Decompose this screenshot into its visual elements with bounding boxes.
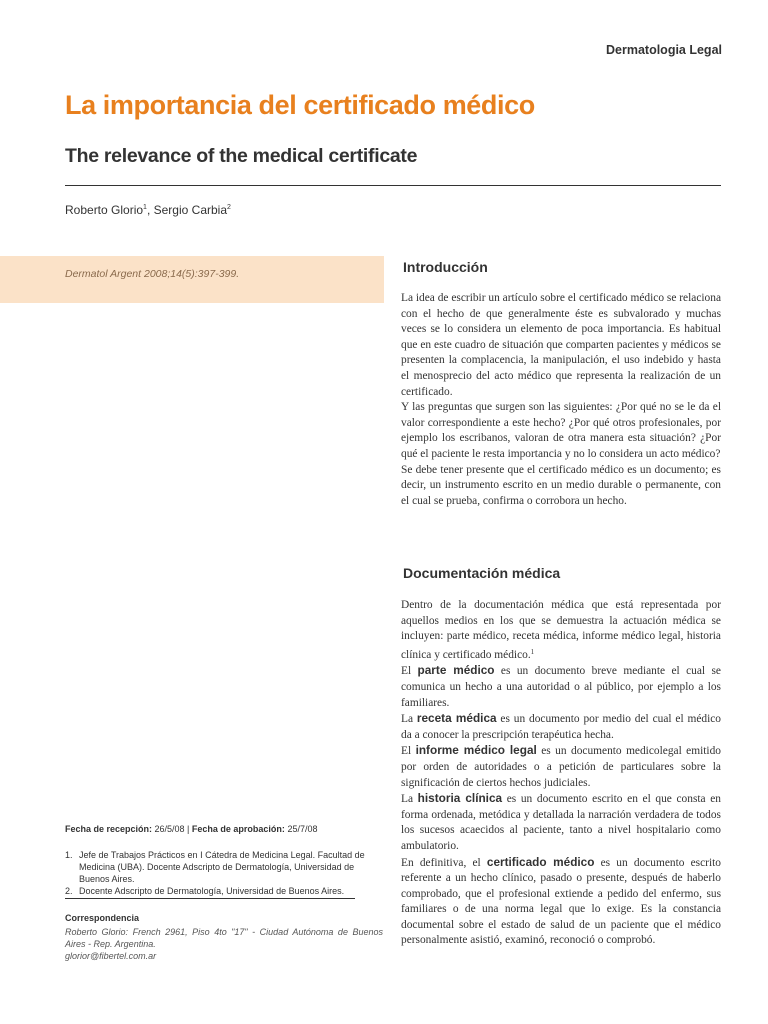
section-heading-introduccion: Introducción	[403, 259, 488, 275]
paragraph-text: El	[401, 745, 416, 758]
paragraph: La idea de escribir un artículo sobre el certificado médico se relaciona con el hecho de que generalmente éste es subvalorado y muchas veces se lo considera un elemento de poca importancia. Es habitual que en este cuadro de situación que comparten pacientes y médicos se presenten la complacencia, la manipulación, el uso indebido y hasta el menosprecio del acto médico que representa la realización de un certificado.	[401, 292, 721, 398]
approved-date: 25/7/08	[284, 824, 318, 834]
author-name: Sergio Carbia	[153, 203, 227, 217]
paragraph-text: es un documento escrito referente a un hecho clínico, pasado o presente, después de haberlo comprobado, que el profesional extiende a pedido del enfermo, sus familiares o de una norma legal que lo exige. Es la constancia documental sobre el estado de salud de un paciente que el médico personalmente asistió, examinó, reconoció o comprobó.	[401, 856, 721, 947]
section-heading-documentacion: Documentación médica	[403, 565, 561, 581]
paragraph	[401, 663, 721, 711]
notes-divider	[65, 898, 355, 899]
paragraph	[401, 791, 721, 854]
paragraph-text: es un documento medicolegal emitido por orden de autoridades o a petición de particulares sobre la significación de ciertos hechos judiciales.	[401, 745, 721, 789]
term-informe-medico-legal: informe médico legal	[415, 743, 537, 758]
note-text: Jefe de Trabajos Prácticos en I Cátedra de Medicina Legal. Facultad de Medicina (UBA). Docente Adscripto de Dermatología, Universidad de Buenos Aires.	[79, 850, 365, 884]
paragraph	[401, 711, 721, 743]
citation-box	[0, 256, 384, 303]
approved-label: Fecha de aprobación:	[191, 824, 285, 834]
author-line	[65, 203, 231, 217]
paragraph-text: es un documento por medio del cual el médico da a conocer la prescripción terapéutica hecha.	[401, 713, 721, 741]
affiliation-notes	[65, 849, 365, 897]
note-number: 2.	[65, 886, 73, 896]
author-name: Roberto Glorio	[65, 203, 144, 217]
article-subtitle: The relevance of the medical certificate	[65, 145, 418, 167]
citation-text: Dermatol Argent 2008;14(5):397-399.	[65, 268, 240, 280]
paragraph-text: es un documento escrito en el que consta en forma ordenada, metódica y detallada la narración verdadera de todos los sucesos acaecidos al paciente, tanto a nivel hospitalario como ambulatorio.	[401, 793, 721, 852]
affiliation-note	[65, 885, 365, 897]
paragraph-text: El	[401, 665, 418, 678]
author-separator: ,	[146, 203, 154, 217]
paragraph: Se debe tener presente que el certificado médico es un documento; es decir, un instrumento escrito en un medio durable o permanente, con el cual se prueba, confirma o corrobora un hecho.	[401, 463, 721, 507]
running-head: Dermatologia Legal	[606, 43, 722, 57]
received-label: Fecha de recepción:	[65, 824, 153, 834]
paragraph-text: es un documento breve mediante el cual se comunica un hecho a una autoridad o al público, por ejemplo a los familiares.	[401, 665, 721, 709]
paragraph-text: En definitiva, el	[401, 856, 487, 869]
paragraph-text: Dentro de la documentación médica que está representada por aquellos medios en los que se demuestra la actuación médica se incluyen: parte médico, receta médica, informe médico legal, historia clínica y certificado médico.	[401, 599, 721, 661]
reference-mark: 1	[530, 647, 535, 656]
paragraph	[401, 743, 721, 791]
paragraph: Y las preguntas que surgen son las siguientes: ¿Por qué no se le da el valor correspondiente a este hecho? ¿Por qué otros profesionales, por ejemplo los escribanos, valoran de otra manera esta situación? ¿Por qué el paciente le resta importancia y no lo considera un acto médico?	[401, 401, 721, 460]
submission-dates	[65, 824, 317, 834]
received-date: 26/5/08 |	[152, 824, 192, 834]
documentacion-body	[401, 598, 721, 949]
title-divider	[65, 185, 721, 186]
term-parte-medico: parte médico	[417, 663, 495, 678]
paragraph	[401, 855, 721, 950]
term-receta-medica: receta médica	[416, 711, 497, 726]
paragraph-text: La	[401, 713, 417, 726]
intro-body	[401, 291, 721, 509]
note-number: 1.	[65, 850, 73, 860]
note-text: Docente Adscripto de Dermatología, Universidad de Buenos Aires.	[79, 886, 345, 896]
paragraph	[401, 598, 721, 663]
correspondence-block	[65, 926, 383, 962]
author-affiliation-mark: 2	[227, 204, 231, 211]
term-historia-clinica: historia clínica	[417, 791, 503, 806]
article-title: La importancia del certificado médico	[65, 90, 535, 120]
author-affiliation-mark: 1	[143, 204, 147, 211]
correspondence-email[interactable]: glorior@fibertel.com.ar	[65, 951, 157, 961]
paragraph-text: La	[401, 793, 418, 806]
correspondence-label: Correspondencia	[65, 913, 140, 923]
term-certificado-medico: certificado médico	[486, 854, 595, 869]
affiliation-note	[65, 849, 365, 885]
correspondence-address: Roberto Glorio: French 2961, Piso 4to "17" - Ciudad Autónoma de Buenos Aires - Rep. Argentina.	[65, 927, 383, 949]
